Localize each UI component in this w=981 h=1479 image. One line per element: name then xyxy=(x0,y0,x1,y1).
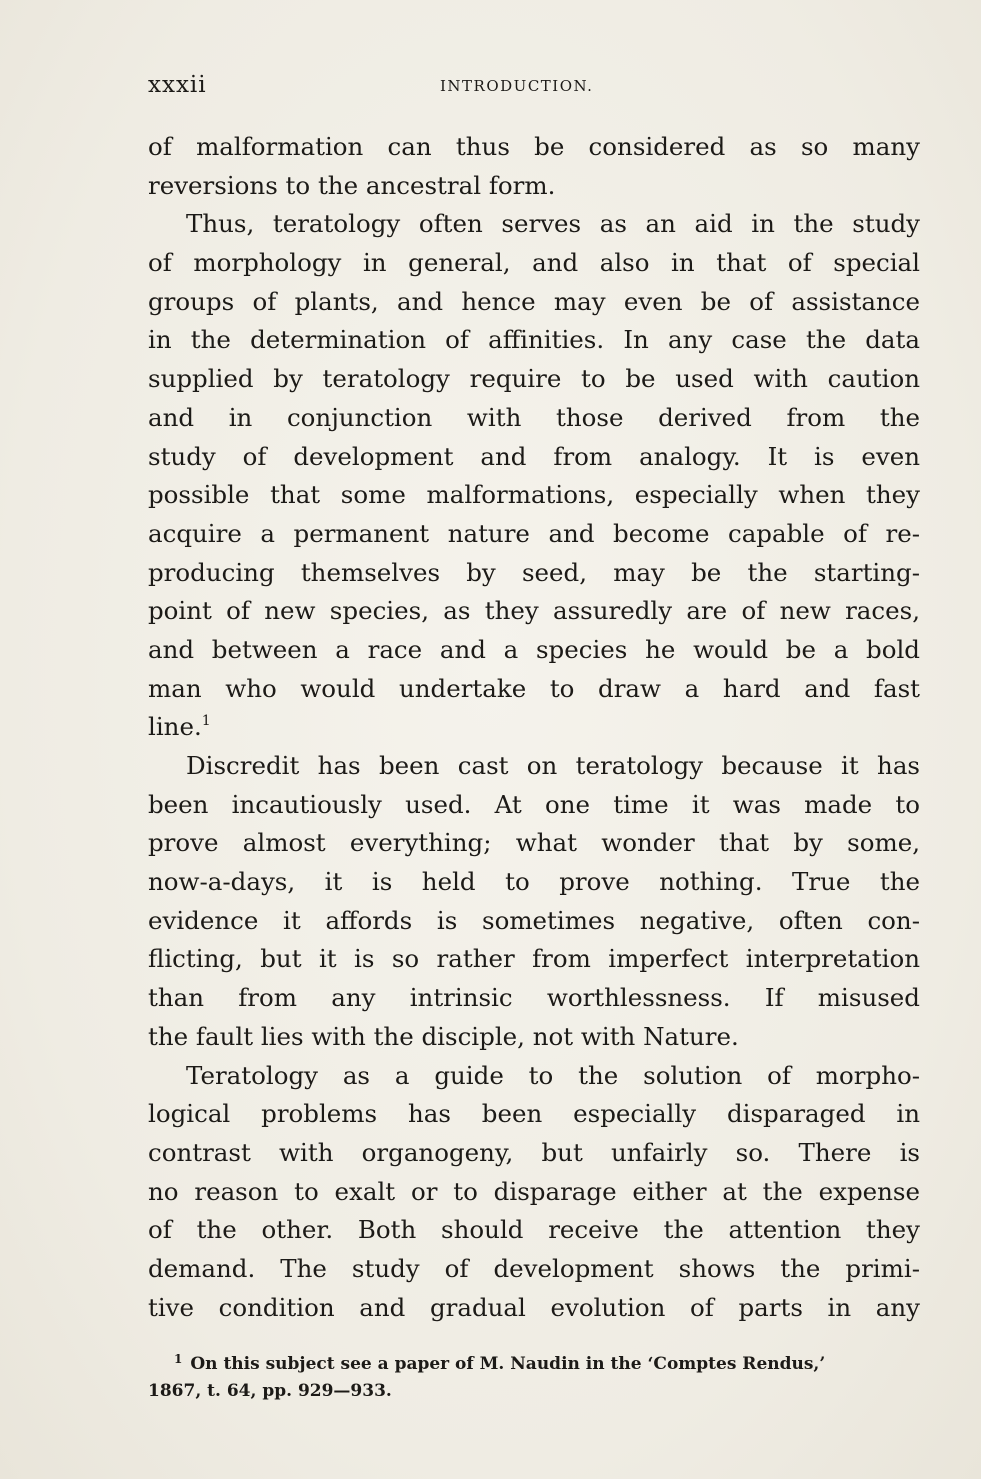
text-line: study of development and from analogy. It is even xyxy=(148,441,920,471)
text-line: man who would undertake to draw a hard and fast xyxy=(148,673,920,703)
text-line: demand. The study of development shows the primi- xyxy=(148,1253,920,1283)
text-line: acquire a permanent nature and become capable of re- xyxy=(148,518,920,548)
page-header xyxy=(148,72,920,102)
text-line-with-footnote xyxy=(148,708,920,747)
footnote-mark: 1 xyxy=(174,1352,183,1366)
footnote-line xyxy=(148,1346,920,1378)
text-line-content: line. xyxy=(148,712,202,742)
running-head: INTRODUCTION. xyxy=(440,77,594,95)
text-line: of morphology in general, and also in that of special xyxy=(148,248,920,278)
text-line: possible that some malformations, especially when they xyxy=(148,480,920,510)
text-line: no reason to exalt or to disparage either at the expense xyxy=(148,1176,920,1206)
text-line: producing themselves by seed, may be the starting- xyxy=(148,557,920,587)
text-line: Discredit has been cast on teratology because it has xyxy=(186,751,920,780)
page-number: xxxii xyxy=(148,72,207,98)
footnote-reference: 1 xyxy=(201,713,211,730)
text-line: evidence it affords is sometimes negative, often con- xyxy=(148,905,920,935)
text-line: Teratology as a guide to the solution of morpho- xyxy=(186,1060,920,1090)
text-line: prove almost everything; what wonder that by some, xyxy=(148,828,920,858)
footnote-text: On this subject see a paper of M. Naudin in the ‘Comptes Rendus,’ xyxy=(190,1354,826,1374)
text-line: logical problems has been especially disparaged in xyxy=(148,1099,920,1129)
text-line: of the other. Both should receive the attention they xyxy=(148,1215,920,1245)
text-line: supplied by teratology require to be used with caution xyxy=(148,364,920,394)
text-line: Thus, teratology often serves as an aid in the study xyxy=(186,209,920,239)
text-line: reversions to the ancestral form. xyxy=(148,170,556,200)
body-text xyxy=(148,128,920,1327)
text-line: contrast with organogeny, but unfairly so. There is xyxy=(148,1137,920,1167)
text-line: in the determination of affinities. In any case the data xyxy=(148,325,920,355)
footnote xyxy=(148,1346,920,1405)
text-line: and in conjunction with those derived from the xyxy=(148,402,920,432)
footnote-line: 1867, t. 64, pp. 929—933. xyxy=(148,1381,392,1401)
text-line: now-a-days, it is held to prove nothing. True the xyxy=(148,867,920,897)
text-line: and between a race and a species he would be a bold xyxy=(148,634,920,664)
text-line: point of new species, as they assuredly are of new races, xyxy=(148,596,920,626)
text-line: the fault lies with the disciple, not with Nature. xyxy=(148,1021,739,1051)
text-line: of malformation can thus be considered as so many xyxy=(148,132,920,161)
text-line: flicting, but it is so rather from imperfect interpretation xyxy=(148,944,920,974)
text-line: than from any intrinsic worthlessness. If misused xyxy=(148,983,920,1013)
text-line: tive condition and gradual evolution of parts in any xyxy=(148,1292,920,1322)
text-line: groups of plants, and hence may even be of assistance xyxy=(148,286,920,316)
text-line: been incautiously used. At one time it was made to xyxy=(148,789,920,819)
